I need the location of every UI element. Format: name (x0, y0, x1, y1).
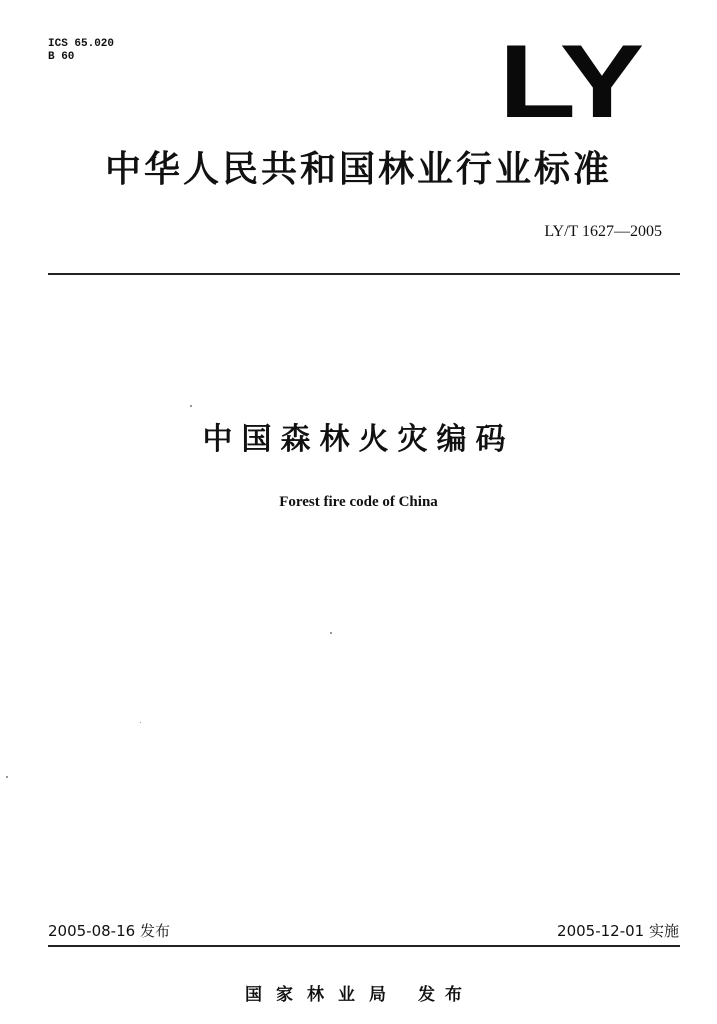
scan-speck (330, 632, 332, 634)
standard-class-title: 中华人民共和国林业行业标准 (104, 149, 612, 190)
document-title-english: Forest fire code of China (279, 494, 438, 510)
issue-date: 2005-08-16 发布 (48, 922, 170, 940)
publisher-verb: 发布 (418, 985, 472, 1005)
publisher-name: 国家林业局 (245, 985, 400, 1005)
document-title-chinese: 中国森林火灾编码 (202, 422, 515, 457)
publisher-line (0, 984, 717, 1006)
ccs-code: B 60 (48, 51, 75, 63)
ics-code: ICS 65.020 (48, 38, 115, 50)
implementation-date: 2005-12-01 实施 (557, 922, 679, 940)
scan-speck (140, 722, 141, 723)
bottom-divider (48, 945, 680, 947)
scan-speck (190, 405, 192, 407)
scan-speck (6, 776, 8, 778)
standard-number: LY/T 1627—2005 (544, 223, 662, 240)
classification-codes (48, 38, 114, 64)
ly-logo: LY (498, 24, 639, 140)
top-divider (48, 273, 680, 275)
